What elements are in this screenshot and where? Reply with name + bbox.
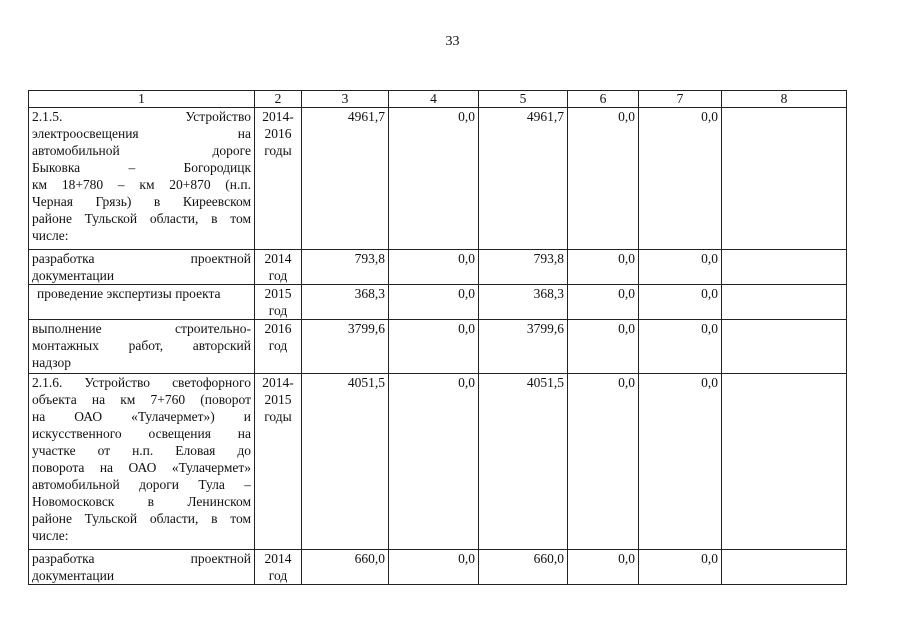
value-cell-col6: 0,0 xyxy=(568,550,639,585)
description-line: электроосвещения на xyxy=(32,126,251,141)
value-cell-col5: 4051,5 xyxy=(479,374,568,550)
value-cell-col8 xyxy=(722,285,847,320)
period-cell xyxy=(255,320,302,374)
period-line: 2016 xyxy=(264,321,292,336)
description-line: участке от н.п. Еловая до xyxy=(32,443,251,458)
column-header: 5 xyxy=(479,91,568,108)
period-cell xyxy=(255,250,302,285)
description-cell xyxy=(29,550,255,585)
column-header: 8 xyxy=(722,91,847,108)
period-line: 2014 xyxy=(264,551,292,566)
period-cell xyxy=(255,108,302,250)
value-cell-col4: 0,0 xyxy=(389,285,479,320)
description-cell xyxy=(29,250,255,285)
description-line: автомобильной дороги Тула – xyxy=(32,477,251,492)
value-cell-col3: 368,3 xyxy=(302,285,389,320)
description-cell xyxy=(29,320,255,374)
table-header-row xyxy=(29,91,847,108)
page-number: 33 xyxy=(445,34,460,49)
column-header: 3 xyxy=(302,91,389,108)
value-cell-col8 xyxy=(722,374,847,550)
table-row xyxy=(29,285,847,320)
period-line: год xyxy=(268,338,288,353)
value-cell-col3: 660,0 xyxy=(302,550,389,585)
value-cell-col8 xyxy=(722,550,847,585)
table-row xyxy=(29,374,847,550)
period-line: 2015 xyxy=(264,286,292,301)
value-cell-col7: 0,0 xyxy=(639,550,722,585)
value-cell-col4: 0,0 xyxy=(389,320,479,374)
description-line: искусственного освещения на xyxy=(32,426,251,441)
period-cell xyxy=(255,374,302,550)
value-cell-col7: 0,0 xyxy=(639,320,722,374)
value-cell-col3: 793,8 xyxy=(302,250,389,285)
value-cell-col4: 0,0 xyxy=(389,108,479,250)
budget-table xyxy=(28,90,847,585)
description-line: км 18+780 – км 20+870 (н.п. xyxy=(32,177,251,192)
value-cell-col5: 660,0 xyxy=(479,550,568,585)
description-line: разработка проектной xyxy=(32,551,251,566)
period-line: 2015 xyxy=(264,392,292,407)
value-cell-col7: 0,0 xyxy=(639,374,722,550)
value-cell-col8 xyxy=(722,320,847,374)
period-line: год xyxy=(268,303,288,318)
description-line: районе Тульской области, в том xyxy=(32,211,251,226)
period-line: 2014- xyxy=(262,375,294,390)
value-cell-col6: 0,0 xyxy=(568,374,639,550)
value-cell-col8 xyxy=(722,108,847,250)
value-cell-col8 xyxy=(722,250,847,285)
value-cell-col7: 0,0 xyxy=(639,250,722,285)
description-line: 2.1.6. Устройство светофорного xyxy=(32,375,251,390)
value-cell-col3: 4051,5 xyxy=(302,374,389,550)
description-line: разработка проектной xyxy=(32,251,251,266)
description-line: числе: xyxy=(32,228,69,243)
period-line: 2016 xyxy=(264,126,292,141)
value-cell-col7: 0,0 xyxy=(639,285,722,320)
description-line: Быковка – Богородицк xyxy=(32,160,251,175)
period-line: год xyxy=(268,568,288,583)
description-line: автомобильной дороге xyxy=(32,143,251,158)
description-line: на ОАО «Тулачермет») и xyxy=(32,409,251,424)
period-line: годы xyxy=(264,409,292,424)
description-cell xyxy=(29,374,255,550)
description-cell xyxy=(29,108,255,250)
column-header: 7 xyxy=(639,91,722,108)
period-cell xyxy=(255,550,302,585)
period-cell xyxy=(255,285,302,320)
period-line: 2014 xyxy=(264,251,292,266)
value-cell-col4: 0,0 xyxy=(389,550,479,585)
description-line: проведение экспертизы проекта xyxy=(37,286,221,301)
description-line: выполнение строительно- xyxy=(32,321,251,336)
description-line: документации xyxy=(32,568,115,583)
table-row xyxy=(29,320,847,374)
value-cell-col7: 0,0 xyxy=(639,108,722,250)
value-cell-col4: 0,0 xyxy=(389,250,479,285)
period-line: 2014- xyxy=(262,109,294,124)
value-cell-col5: 3799,6 xyxy=(479,320,568,374)
period-line: годы xyxy=(264,143,292,158)
table-row xyxy=(29,250,847,285)
period-line: год xyxy=(268,268,288,283)
value-cell-col6: 0,0 xyxy=(568,285,639,320)
description-line: 2.1.5. Устройство xyxy=(32,109,251,124)
description-line: Новомосковск в Ленинском xyxy=(32,494,251,509)
description-cell xyxy=(29,285,255,320)
description-line: монтажных работ, авторский xyxy=(32,338,251,353)
table-row xyxy=(29,550,847,585)
value-cell-col6: 0,0 xyxy=(568,250,639,285)
value-cell-col4: 0,0 xyxy=(389,374,479,550)
value-cell-col5: 793,8 xyxy=(479,250,568,285)
description-line: поворота на ОАО «Тулачермет» xyxy=(32,460,251,475)
description-line: числе: xyxy=(32,528,69,543)
description-line: объекта на км 7+760 (поворот xyxy=(32,392,251,407)
value-cell-col3: 4961,7 xyxy=(302,108,389,250)
description-line: районе Тульской области, в том xyxy=(32,511,251,526)
value-cell-col3: 3799,6 xyxy=(302,320,389,374)
column-header: 2 xyxy=(255,91,302,108)
column-header: 6 xyxy=(568,91,639,108)
column-header: 1 xyxy=(29,91,255,108)
value-cell-col5: 368,3 xyxy=(479,285,568,320)
description-line: Черная Грязь) в Киреевском xyxy=(32,194,251,209)
column-header: 4 xyxy=(389,91,479,108)
table-row xyxy=(29,108,847,250)
description-line: документации xyxy=(32,268,115,283)
description-line: надзор xyxy=(32,355,72,370)
value-cell-col5: 4961,7 xyxy=(479,108,568,250)
value-cell-col6: 0,0 xyxy=(568,108,639,250)
value-cell-col6: 0,0 xyxy=(568,320,639,374)
